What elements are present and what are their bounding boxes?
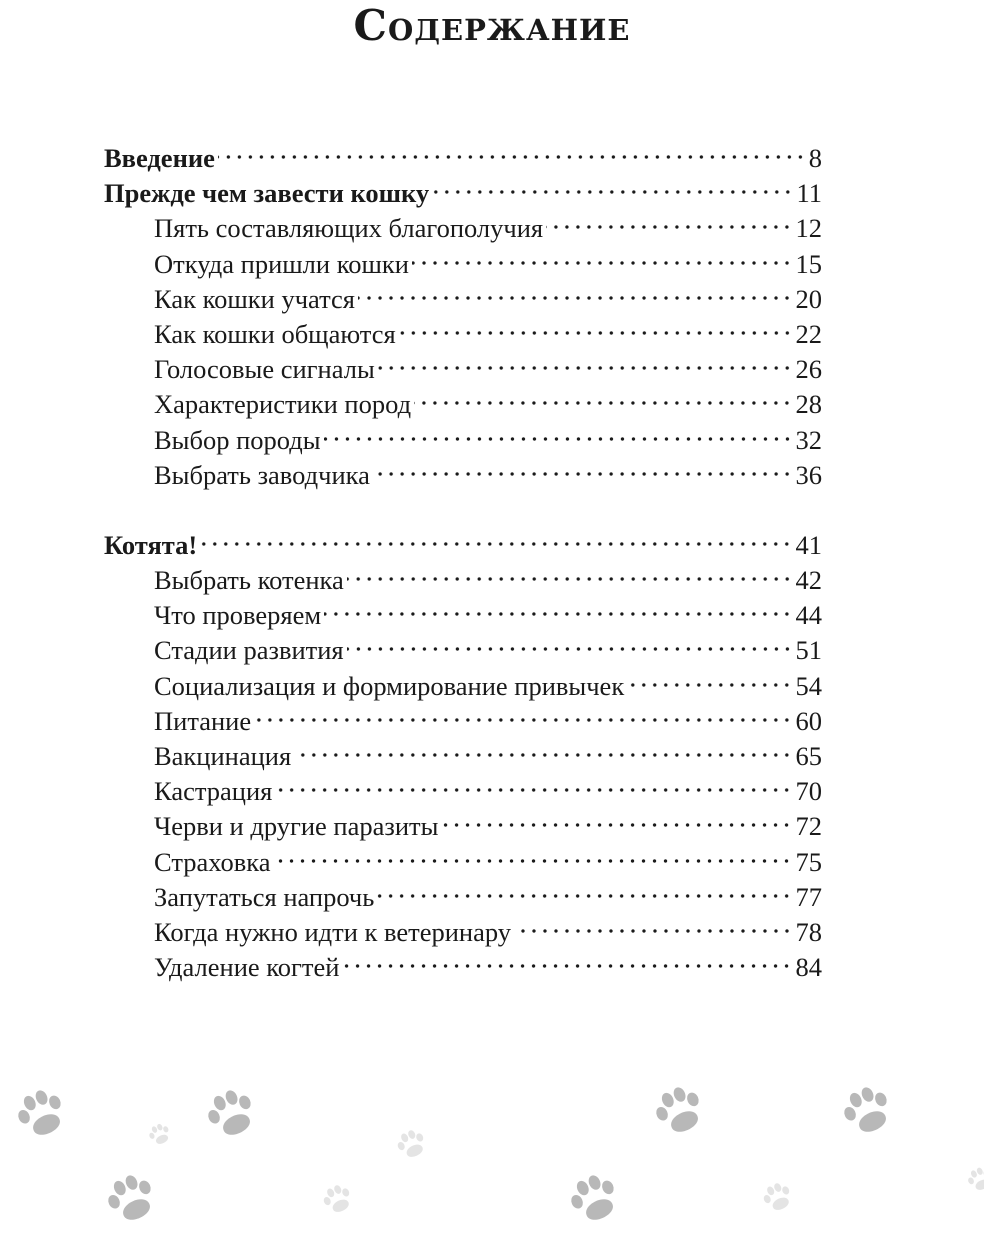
toc-entry-page-number: 36	[795, 459, 822, 490]
toc-entry-label: Социализация и формирование привычек	[154, 670, 625, 701]
toc-entry-page-number: 54	[795, 670, 822, 701]
toc-entry-label: Как кошки учатся	[154, 283, 355, 314]
toc-entry-page-number: 26	[795, 354, 822, 385]
toc-section	[104, 528, 822, 985]
dot-leader	[358, 295, 793, 301]
paw-print-icon	[760, 1180, 795, 1215]
dot-leader	[441, 822, 792, 828]
toc-entry-label: Голосовые сигналы	[154, 354, 375, 385]
dot-leader	[342, 963, 792, 969]
toc-entry-page-number: 84	[795, 952, 822, 983]
paw-print-icon	[202, 1084, 261, 1142]
toc-entry-page-number: 42	[795, 565, 822, 596]
toc-entry-label: Выбрать котенка	[154, 565, 344, 596]
toc-entry-page-number: 32	[795, 424, 822, 455]
toc-entry-label: Введение	[104, 143, 215, 173]
toc-entry-page-number: 41	[795, 529, 822, 560]
toc-entry-label: Откуда пришли кошки	[154, 248, 409, 279]
toc-subsection-entry	[104, 352, 822, 387]
toc-subsection-entry	[104, 563, 822, 598]
toc-entry-label: Выбрать заводчика	[154, 459, 370, 490]
toc-entry-label: Страховка	[154, 846, 271, 877]
toc-entry-page-number: 20	[795, 283, 822, 314]
table-of-contents	[104, 141, 822, 1020]
toc-subsection-entry	[104, 598, 822, 633]
toc-entry-page-number: 28	[795, 389, 822, 420]
paw-print-icon	[102, 1169, 161, 1227]
toc-entry-label: Вакцинация	[154, 741, 292, 771]
dot-leader	[412, 260, 793, 266]
toc-entry-page-number: 65	[795, 741, 822, 771]
toc-entry-label: Черви и другие паразиты	[154, 811, 439, 842]
dot-leader	[347, 576, 793, 582]
toc-entry-label: Прежде чем завести кошку	[104, 178, 430, 209]
toc-chapter-entry	[104, 141, 822, 176]
dot-leader	[377, 893, 792, 899]
toc-entry-page-number: 12	[795, 213, 822, 244]
toc-subsection-entry	[104, 669, 822, 704]
toc-entry-label: Запутаться напрочь	[154, 881, 375, 912]
toc-subsection-entry	[104, 809, 822, 844]
page-title: Содержание	[353, 1, 631, 50]
toc-subsection-entry	[104, 915, 822, 950]
toc-section	[104, 141, 822, 493]
paw-print-icon	[965, 1165, 984, 1194]
toc-entry-label: Как кошки общаются	[154, 318, 396, 349]
toc-chapter-entry	[104, 528, 822, 563]
dot-leader	[254, 717, 792, 723]
dot-leader	[200, 541, 792, 547]
toc-entry-label: Котята!	[104, 529, 198, 560]
paw-print-icon	[838, 1081, 897, 1139]
toc-entry-label: Характеристики пород	[154, 389, 412, 420]
toc-subsection-entry	[104, 211, 822, 246]
toc-entry-page-number: 8	[808, 143, 822, 173]
dot-leader	[514, 928, 792, 934]
paw-print-icon	[394, 1127, 429, 1162]
toc-subsection-entry	[104, 880, 822, 915]
dot-leader	[378, 365, 793, 371]
toc-subsection-entry	[104, 387, 822, 422]
toc-entry-page-number: 70	[795, 776, 822, 807]
toc-entry-page-number: 15	[795, 248, 822, 279]
toc-entry-page-number: 22	[795, 318, 822, 349]
dot-leader	[432, 189, 793, 195]
dot-leader	[347, 646, 793, 652]
toc-chapter-entry	[104, 176, 822, 211]
toc-subsection-entry	[104, 774, 822, 809]
dot-leader	[218, 154, 806, 160]
dot-leader	[399, 330, 793, 336]
toc-subsection-entry	[104, 950, 822, 985]
toc-entry-page-number: 11	[796, 178, 822, 209]
toc-subsection-entry	[104, 845, 822, 880]
toc-subsection-entry	[104, 423, 822, 458]
toc-entry-label: Питание	[154, 705, 252, 736]
toc-subsection-entry	[104, 247, 822, 282]
toc-entry-page-number: 77	[795, 881, 822, 912]
paw-prints-decoration	[0, 1060, 984, 1240]
toc-entry-label: Стадии развития	[154, 635, 344, 666]
toc-entry-label: Выбор породы	[154, 424, 321, 455]
dot-leader	[373, 471, 793, 477]
dot-leader	[324, 611, 792, 617]
toc-subsection-entry	[104, 282, 822, 317]
toc-entry-label: Пять составляющих благополучия	[154, 213, 544, 244]
toc-subsection-entry	[104, 458, 822, 493]
toc-subsection-entry	[104, 633, 822, 668]
dot-leader	[627, 682, 792, 688]
toc-subsection-entry	[104, 739, 822, 774]
toc-entry-label: Удаление когтей	[154, 952, 340, 983]
paw-print-icon	[320, 1182, 355, 1217]
dot-leader	[294, 752, 792, 758]
paw-print-icon	[12, 1084, 71, 1142]
dot-leader	[546, 224, 792, 230]
toc-entry-page-number: 78	[795, 916, 822, 947]
paw-print-icon	[565, 1169, 624, 1227]
toc-entry-label: Что проверяем	[154, 600, 322, 631]
toc-entry-page-number: 44	[795, 600, 822, 631]
dot-leader	[275, 787, 792, 793]
toc-entry-page-number: 51	[795, 635, 822, 666]
dot-leader	[273, 858, 792, 864]
toc-entry-page-number: 75	[795, 846, 822, 877]
toc-entry-page-number: 72	[795, 811, 822, 842]
toc-entry-label: Когда нужно идти к ветеринару	[154, 916, 512, 947]
dot-leader	[414, 400, 792, 406]
dot-leader	[324, 436, 793, 442]
paw-print-icon	[650, 1081, 709, 1139]
toc-entry-page-number: 60	[795, 705, 822, 736]
toc-subsection-entry	[104, 704, 822, 739]
toc-entry-label: Кастрация	[154, 776, 273, 807]
toc-subsection-entry	[104, 317, 822, 352]
paw-print-icon	[146, 1121, 173, 1147]
